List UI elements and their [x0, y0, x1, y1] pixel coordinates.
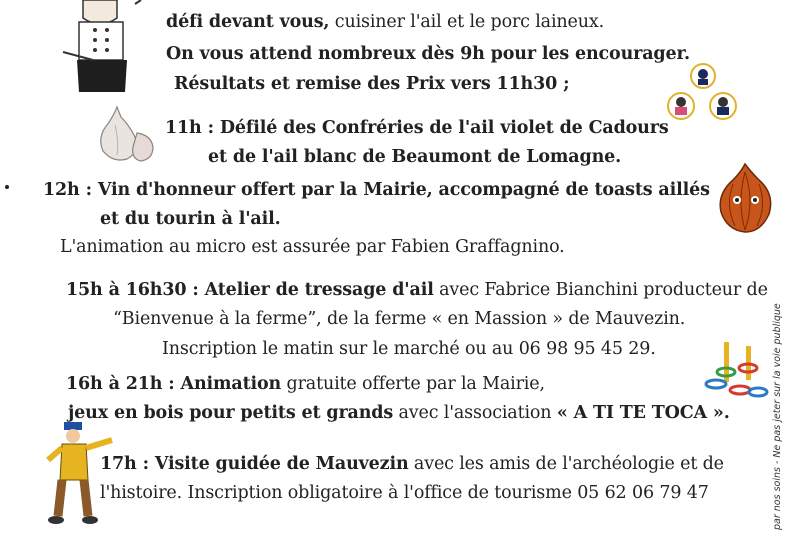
line-12h-cont: et du tourin à l'ail. [100, 209, 281, 229]
chef-icon [55, 0, 150, 95]
jeux-mid: avec l'association [393, 403, 557, 423]
bullet-dot [5, 185, 9, 189]
atelier-rest: avec Fabrice Bianchini producteur de [433, 280, 768, 300]
line-12h: 12h : Vin d'honneur offert par la Mairie, accompagné de toasts aillés [43, 180, 710, 200]
defi-rest: cuisiner l'ail et le porc laineux. [329, 12, 604, 32]
line-16h [66, 373, 545, 395]
line-histoire: l'histoire. Inscription obligatoire à l'office de tourisme 05 62 06 79 47 [100, 483, 709, 503]
line-15h [66, 279, 768, 301]
animation-rest: gratuite offerte par la Mairie, [281, 374, 545, 394]
line-jeux [68, 402, 730, 424]
line-11h: 11h : Défilé des Confréries de l'ail violet de Cadours [165, 118, 669, 138]
line-17h [100, 453, 724, 475]
line-encourager: On vous attend nombreux dès 9h pour les encourager. [166, 44, 690, 64]
ring-toss-icon [700, 338, 770, 408]
atelier-bold: 15h à 16h30 : Atelier de tressage d'ail [66, 280, 434, 300]
line-11h-cont: et de l'ail blanc de Beaumont de Lomagne. [208, 147, 622, 167]
onion-icon [715, 162, 777, 234]
line-inscription: Inscription le matin sur le marché ou au 06 98 95 45 29. [162, 339, 656, 359]
side-note: par nos soins - Ne pas jeter sur la voie publique [772, 303, 783, 530]
jeux-assoc: « A TI TE TOCA ». [556, 403, 730, 423]
line-defi [166, 11, 604, 33]
jeux-bold: jeux en bois pour petits et grands [68, 403, 394, 423]
defi-bold: défi devant vous, [166, 12, 330, 32]
people-icon [665, 62, 745, 128]
walker-icon [40, 420, 120, 530]
line-animation-micro: L'animation au micro est assurée par Fabien Graffagnino. [60, 237, 565, 257]
garlic-icon [95, 103, 160, 165]
animation-bold: 16h à 21h : Animation [66, 374, 282, 394]
line-resultats: Résultats et remise des Prix vers 11h30 ; [174, 74, 570, 94]
visite-bold: 17h : Visite guidée de Mauvezin [100, 454, 409, 474]
visite-rest: avec les amis de l'archéologie et de [408, 454, 724, 474]
line-bienvenue: “Bienvenue à la ferme”, de la ferme « en Massion » de Mauvezin. [113, 309, 686, 329]
